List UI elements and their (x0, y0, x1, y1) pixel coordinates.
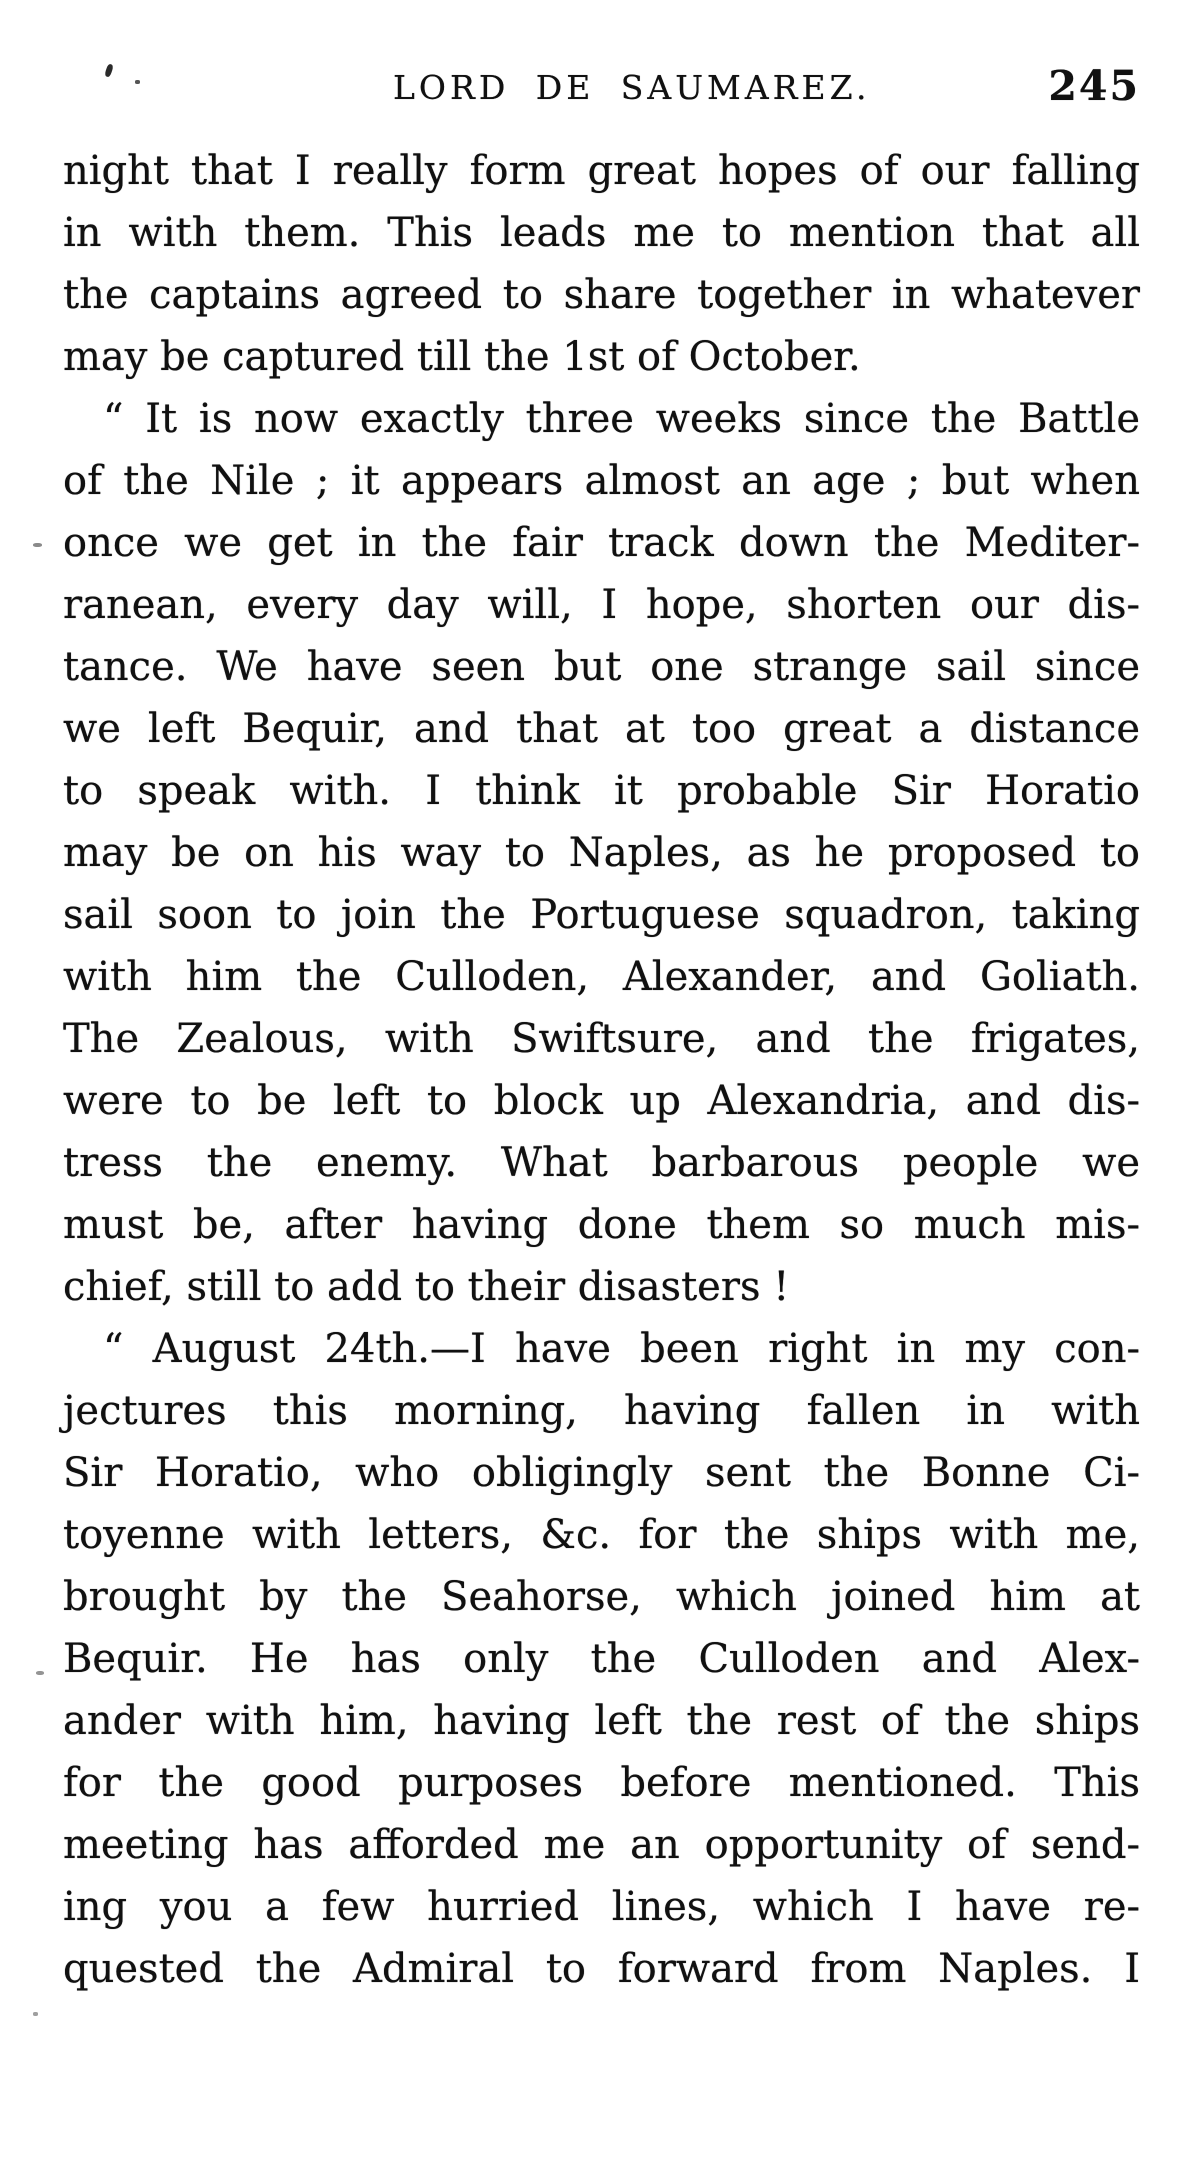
text-line: may be on his way to Naples, as he proposed to (63, 830, 1140, 876)
running-head (63, 62, 1140, 112)
text-line: the captains agreed to share together in whatever (63, 272, 1140, 318)
text-line: toyenne with letters, &c. for the ships with me, (63, 1512, 1140, 1558)
text-line: to speak with. I think it probable Sir Horatio (63, 768, 1140, 814)
text-line: once we get in the fair track down the Mediter- (63, 520, 1140, 566)
text-line: must be, after having done them so much mis- (63, 1202, 1140, 1248)
text-line: ing you a few hurried lines, which I have re- (63, 1884, 1140, 1930)
text-line: tress the enemy. What barbarous people we (63, 1140, 1140, 1186)
text-line: chief, still to add to their disasters ! (63, 1264, 790, 1310)
text-line: tance. We have seen but one strange sail since (63, 644, 1140, 690)
text-line: ander with him, having left the rest of the ships (63, 1698, 1140, 1744)
ink-speck (33, 2012, 38, 2016)
text-line: may be captured till the 1st of October. (63, 334, 861, 380)
text-line: night that I really form great hopes of our falling (63, 148, 1140, 194)
text-line: “ It is now exactly three weeks since the Battle (103, 396, 1140, 442)
text-line: meeting has afforded me an opportunity of send- (63, 1822, 1140, 1868)
text-line: The Zealous, with Swiftsure, and the frigates, (63, 1016, 1140, 1062)
ink-speck (36, 1671, 44, 1675)
text-line: we left Bequir, and that at too great a distance (63, 706, 1140, 752)
page-number: 245 (1048, 62, 1140, 110)
text-line: were to be left to block up Alexandria, and dis- (63, 1078, 1140, 1124)
text-line: Bequir. He has only the Culloden and Alex- (63, 1636, 1140, 1682)
text-line: for the good purposes before mentioned. This (63, 1760, 1140, 1806)
ink-speck (135, 80, 140, 84)
text-line: sail soon to join the Portuguese squadron, taking (63, 892, 1140, 938)
text-line: jectures this morning, having fallen in with (63, 1388, 1140, 1434)
text-line: ranean, every day will, I hope, shorten our dis- (63, 582, 1140, 628)
text-line: of the Nile ; it appears almost an age ; but when (63, 458, 1140, 504)
text-line: in with them. This leads me to mention that all (63, 210, 1140, 256)
ink-speck (33, 543, 42, 547)
text-line: “ August 24th.—I have been right in my con- (103, 1326, 1140, 1372)
text-line: brought by the Seahorse, which joined him at (63, 1574, 1140, 1620)
body-text (63, 140, 1140, 2000)
page-header-title: LORD DE SAUMAREZ. (393, 68, 871, 107)
text-line: Sir Horatio, who obligingly sent the Bonne Ci- (63, 1450, 1140, 1496)
text-line: with him the Culloden, Alexander, and Goliath. (63, 954, 1140, 1000)
text-line: quested the Admiral to forward from Naples. I (63, 1946, 1140, 1992)
